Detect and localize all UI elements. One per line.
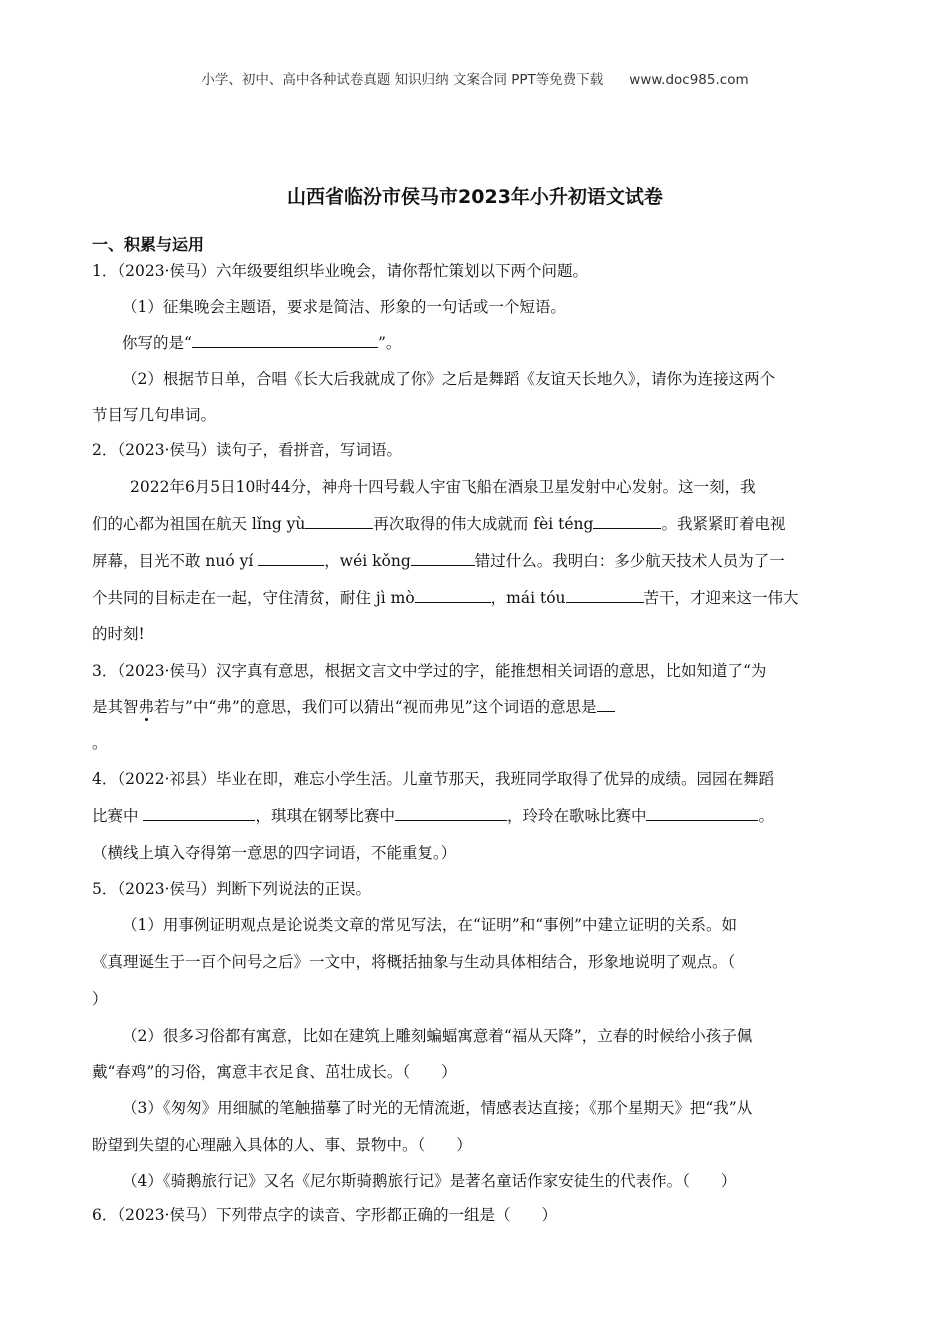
q2-line3 [92,549,785,571]
q2-text: ，wéi kǒng [324,552,411,570]
q3-text: 若与”中“弗”的意思，我们可以猜出“视而弗见”这个词语的意思是 [154,698,597,716]
q1-part2-line1: （2）根据节日单，合唱《长大后我就成了你》之后是舞蹈《友谊天长地久》，请你为连接这两个 [122,370,776,388]
page-title: 山西省临汾市侯马市2023年小升初语文试卷 [287,186,663,208]
q2-line5: 的时刻! [92,625,145,643]
q2-blank-lingyu[interactable] [305,513,373,529]
q2-text: 苦干，才迎来这一伟大 [643,589,799,607]
q2-text: 屏幕，目光不敢 nuó yí [92,552,259,570]
q4-blank-3[interactable] [646,805,758,821]
q2-text: 再次取得的伟大成就而 fèi téng [373,515,594,533]
q4-line2 [92,804,774,826]
q4-text: ，玲玲在歌咏比赛中 [506,807,647,825]
q4-text: 。 [758,807,774,825]
q2-text: 。我紧紧盯着电视 [661,515,786,533]
q2-text: 们的心都为祖国在航天 lǐng yù [92,515,306,533]
page-header [0,68,950,88]
section-heading: 一、积累与运用 [92,235,205,254]
q5-part2-line1: （2）很多习俗都有寓意，比如在建筑上雕刻蝙蝠寓意着“福从天降”，立春的时候给小孩子佩 [122,1027,753,1045]
q4-text: ，琪琪在钢琴比赛中 [255,807,395,825]
q3-text: 是其智 [92,698,139,716]
q2-blank-weikong[interactable] [411,550,475,566]
q1-part1-answer [122,331,401,353]
q1-answer-suffix: ”。 [377,334,402,352]
header-text: 小学、初中、高中各种试卷真题 知识归纳 文案合同 PPT等免费下载 [201,72,604,88]
q5-part3-line1: （3）《匆匆》用细腻的笔触描摹了时光的无情流逝，情感表达直接；《那个星期天》把“我”从 [122,1099,753,1117]
q1-stem: 1．（2023·侯马）六年级要组织毕业晚会，请你帮忙策划以下两个问题。 [92,262,588,280]
q2-line2 [92,512,785,534]
q1-answer-prefix: 你写的是“ [122,334,192,352]
q1-answer-blank[interactable] [192,332,378,348]
q5-part1-line3: ） [92,990,108,1008]
q1-part1: （1）征集晚会主题语，要求是简洁、形象的一句话或一个短语。 [122,298,566,316]
q2-stem: 2．（2023·侯马）读句子，看拼音，写词语。 [92,441,402,459]
q5-stem: 5．（2023·侯马）判断下列说法的正误。 [92,880,371,898]
q2-text: ，mái tóu [490,589,566,607]
q5-part1-line2: 《真理诞生于一百个问号之后》一文中，将概括抽象与生动具体相结合，形象地说明了观点。（ [92,953,736,971]
header-url[interactable]: www.doc985.com [629,72,749,88]
q2-text: 个共同的目标走在一起，守住清贫，耐住 jì mò [92,589,415,607]
q5-part2-line2: 戴“春鸡”的习俗，寓意丰衣足食、茁壮成长。（ ） [92,1063,457,1081]
q1-part2-line2: 节目写几句串词。 [92,406,217,424]
q2-line1: 2022年6月5日10时44分，神舟十四号载人宇宙飞船在酒泉卫星发射中心发射。这一刻，我 [130,478,756,496]
q4-text: 比赛中 [92,807,144,825]
q4-blank-1[interactable] [143,805,255,821]
q3-dotted-char: 弗 [138,698,155,716]
q2-text: 错过什么。我明白：多少航天技术人员为了一 [474,552,785,570]
q2-blank-feiteng[interactable] [593,513,661,529]
q3-line1: 3．（2023·侯马）汉字真有意思，根据文言文中学过的字，能推想相关词语的意思，比如知道了“为 [92,662,767,680]
q2-blank-maitou[interactable] [566,587,644,603]
q2-blank-nuoyi[interactable] [258,550,324,566]
q4-line3: （横线上填入夺得第一意思的四字词语，不能重复。） [92,844,457,862]
q4-blank-2[interactable] [395,805,507,821]
q3-line3: 。 [92,734,108,752]
q4-line1: 4．（2022·祁县）毕业在即，难忘小学生活。儿童节那天，我班同学取得了优异的成绩。园园在舞蹈 [92,770,774,788]
q5-part1-line1: （1）用事例证明观点是论说类文章的常见写法，在“证明”和“事例”中建立证明的关系。如 [122,916,738,934]
q5-part4: （4）《骑鹅旅行记》又名《尼尔斯骑鹅旅行记》是著名童话作家安徒生的代表作。（ ） [122,1172,737,1190]
q3-blank[interactable] [597,696,615,712]
q6-stem: 6．（2023·侯马）下列带点字的读音、字形都正确的一组是（ ） [92,1206,557,1224]
q2-blank-jimo[interactable] [415,587,491,603]
q3-line2 [92,695,615,717]
q5-part3-line2: 盼望到失望的心理融入具体的人、事、景物中。（ ） [92,1136,472,1154]
q2-line4 [92,586,799,608]
